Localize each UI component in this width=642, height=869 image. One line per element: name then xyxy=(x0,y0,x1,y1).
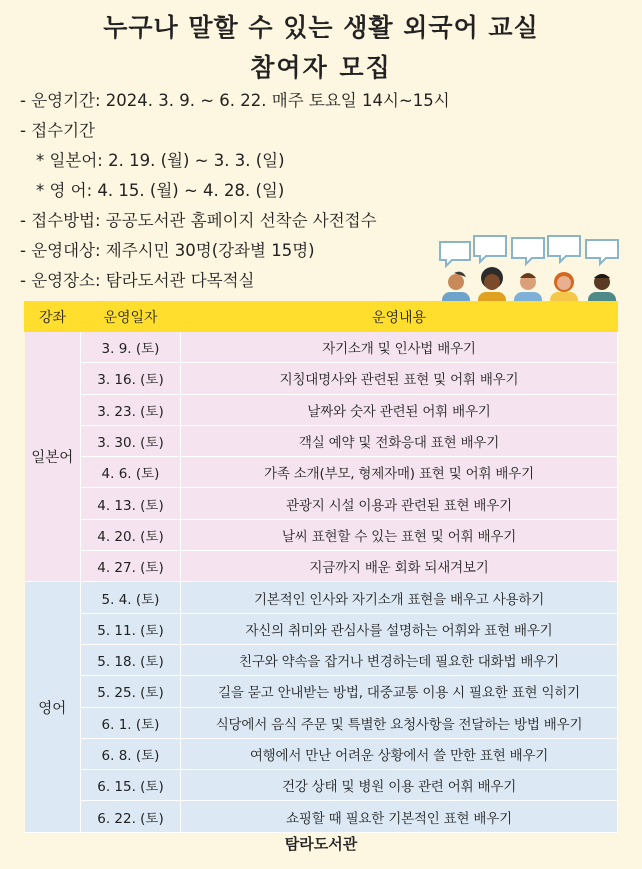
session-content: 길을 묻고 안내받는 방법, 대중교통 이용 시 필요한 표현 익히기 xyxy=(181,676,618,707)
session-date: 6. 1. (토) xyxy=(81,707,181,738)
application-japanese: * 일본어: 2. 19. (월) ~ 3. 3. (일) xyxy=(36,151,285,170)
session-content: 지금까지 배운 회화 되새겨보기 xyxy=(181,551,618,582)
session-date: 5. 18. (토) xyxy=(81,644,181,675)
session-date: 4. 20. (토) xyxy=(81,519,181,550)
table-row xyxy=(25,551,618,582)
session-date: 4. 27. (토) xyxy=(81,551,181,582)
header-date: 운영일자 xyxy=(81,302,181,332)
table-row xyxy=(25,738,618,769)
session-content: 기본적인 인사와 자기소개 표현을 배우고 사용하기 xyxy=(181,582,618,613)
session-content: 가족 소개(부모, 형제자매) 표현 및 어휘 배우기 xyxy=(181,457,618,488)
session-content: 친구와 약속을 잡거나 변경하는데 필요한 대화법 배우기 xyxy=(181,644,618,675)
session-date: 6. 15. (토) xyxy=(81,770,181,801)
session-date: 3. 9. (토) xyxy=(81,332,181,363)
operating-period: - 운영기간: 2024. 3. 9. ~ 6. 22. 매주 토요일 14시~15시 xyxy=(20,91,450,110)
session-date: 5. 11. (토) xyxy=(81,613,181,644)
table-row xyxy=(25,770,618,801)
session-date: 3. 30. (토) xyxy=(81,425,181,456)
session-date: 5. 25. (토) xyxy=(81,676,181,707)
table-row xyxy=(25,707,618,738)
session-content: 쇼핑할 때 필요한 기본적인 표현 배우기 xyxy=(181,801,618,832)
table-row xyxy=(25,582,618,613)
table-row xyxy=(25,801,618,832)
table-row xyxy=(25,613,618,644)
application-method: - 접수방법: 공공도서관 홈페이지 선착순 사전접수 xyxy=(20,211,377,230)
session-content: 객실 예약 및 전화응대 표현 배우기 xyxy=(181,425,618,456)
session-content: 건강 상태 및 병원 이용 관련 어휘 배우기 xyxy=(181,770,618,801)
page-subtitle: 참여자 모집 xyxy=(250,53,392,82)
table-row xyxy=(25,488,618,519)
table-row xyxy=(25,457,618,488)
session-content: 관광지 시설 이용과 관련된 표현 배우기 xyxy=(181,488,618,519)
session-content: 날씨 표현할 수 있는 표현 및 어휘 배우기 xyxy=(181,519,618,550)
organizer-name: 탐라도서관 xyxy=(284,835,358,853)
session-content: 여행에서 만난 어려운 상황에서 쓸 만한 표현 배우기 xyxy=(181,738,618,769)
table-header-row xyxy=(25,302,618,332)
session-date: 4. 13. (토) xyxy=(81,488,181,519)
table-row xyxy=(25,676,618,707)
table-row xyxy=(25,394,618,425)
course-japanese: 일본어 xyxy=(25,332,81,582)
target-participants: - 운영대상: 제주시민 30명(강좌별 15명) xyxy=(20,241,315,260)
session-content: 날짜와 숫자 관련된 어휘 배우기 xyxy=(181,394,618,425)
session-date: 3. 16. (토) xyxy=(81,363,181,394)
application-period-label: - 접수기간 xyxy=(20,121,95,140)
table-row xyxy=(25,332,618,363)
application-english: * 영 어: 4. 15. (월) ~ 4. 28. (일) xyxy=(36,181,285,200)
table-row xyxy=(25,519,618,550)
session-content: 식당에서 음식 주문 및 특별한 요청사항을 전달하는 방법 배우기 xyxy=(181,707,618,738)
session-content: 지칭대명사와 관련된 표현 및 어휘 배우기 xyxy=(181,363,618,394)
session-date: 4. 6. (토) xyxy=(81,457,181,488)
session-date: 6. 8. (토) xyxy=(81,738,181,769)
course-english: 영어 xyxy=(25,582,81,832)
table-row xyxy=(25,363,618,394)
session-date: 6. 22. (토) xyxy=(81,801,181,832)
session-content: 자기소개 및 인사법 배우기 xyxy=(181,332,618,363)
header-content: 운영내용 xyxy=(181,302,618,332)
venue: - 운영장소: 탐라도서관 다목적실 xyxy=(20,271,255,290)
page-title: 누구나 말할 수 있는 생활 외국어 교실 xyxy=(103,13,539,42)
session-date: 3. 23. (토) xyxy=(81,394,181,425)
table-row xyxy=(25,425,618,456)
header-course: 강좌 xyxy=(25,302,81,332)
schedule-table xyxy=(24,301,618,833)
session-date: 5. 4. (토) xyxy=(81,582,181,613)
table-row xyxy=(25,644,618,675)
session-content: 자신의 취미와 관심사를 설명하는 어휘와 표현 배우기 xyxy=(181,613,618,644)
